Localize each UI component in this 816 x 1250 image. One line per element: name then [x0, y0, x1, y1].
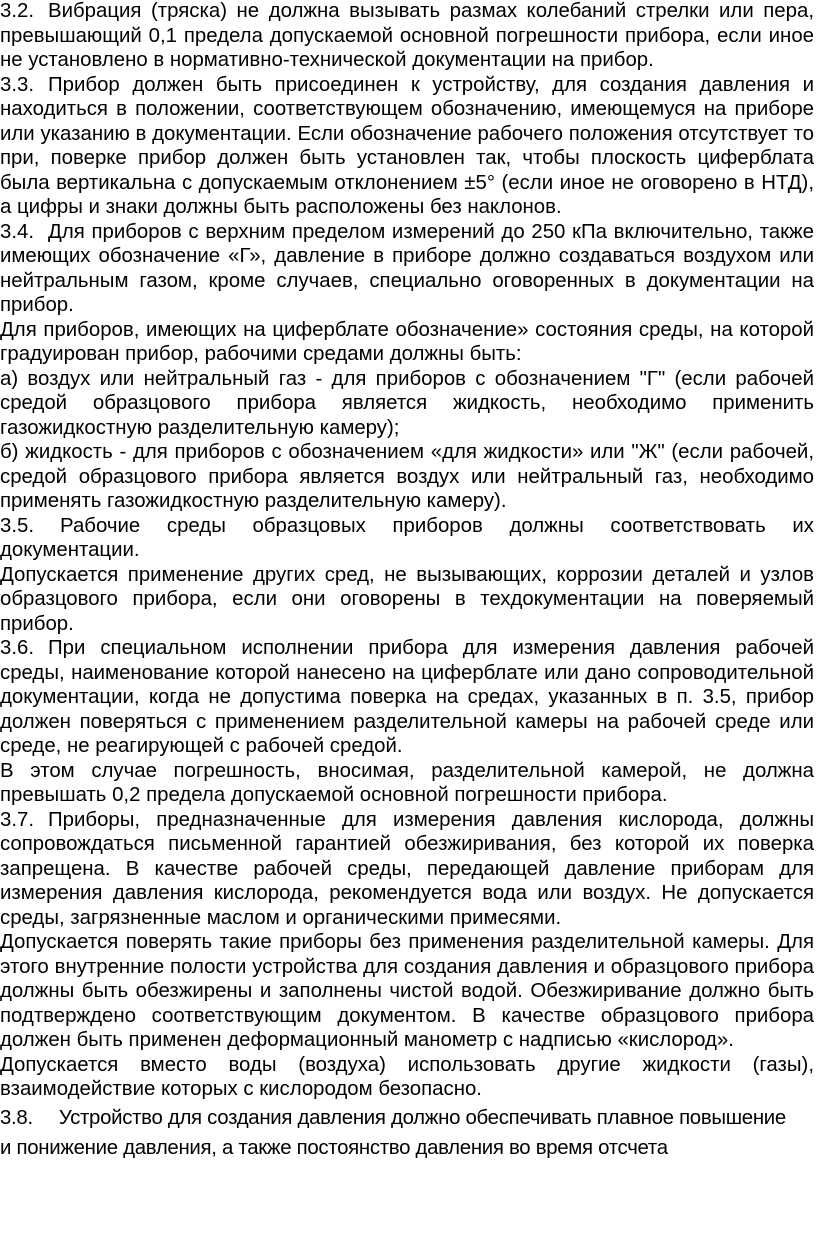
paragraph-text: Для приборов, имеющих на циферблате обозначение» состояния среды, на которой градуирован прибор, рабочими средами должны быть: — [0, 318, 814, 365]
clause-text: При специальном исполнении прибора для измерения давления рабочей среды, наименование которой нанесено на циферблате или дано сопроводительной документации, когда не допустима поверка на средах, указанных в п. 3.5, прибор должен поверяться с применением разделительной камеры на рабочей среде или среде, не реагирующей с рабочей средой. — [0, 637, 814, 757]
clause-number: 3.6. — [0, 637, 35, 659]
clause-number: 3.4. — [0, 220, 35, 243]
list-item-b — [0, 440, 814, 514]
clause-text: Прибор должен быть присоединен к устройству, для создания давления и находиться в положении, соответствующем обозначению, имеющемуся на приборе или указанию в документации. Если обозначение рабочего положения отсутствует то при, поверке прибор должен быть установлен так, чтобы плоскость циферблата была вертикальна с допускаемым отклонением ±5° (если иное не оговорено в НТД), а цифры и знаки должны быть расположены без наклонов. — [0, 73, 814, 218]
paragraph-text: В этом случае погрешность, вносимая, разделительной камерой, не должна превышать 0,2 предела допускаемой основной погрешности прибора. — [0, 759, 814, 806]
paragraph-3-4 — [0, 220, 814, 318]
clause-text: Устройство для создания давления должно обеспечивать плавное повышение — [58, 1106, 786, 1129]
paragraph-text: Допускается поверять такие приборы без применения разделительной камеры. Для этого внутренние полости устройства для создания давления и образцового прибора должны быть обезжирены и заполнены чистой водой. Обезжиривание должно быть подтверждено соответствующим документом. В качестве образцового прибора должен быть применен деформационный манометр с надписью «кислород». — [0, 931, 814, 1051]
paragraph-3-6 — [0, 636, 814, 759]
paragraph-text: и понижение давления, а также постоянство давления во время отсчета — [0, 1136, 668, 1159]
paragraph-3-5 — [0, 514, 814, 563]
clause-text: Вибрация (тряска) не должна вызывать размах колебаний стрелки или пера, превышающий 0,1 предела допускаемой основной погрешности прибора, если иное не установлено в нормативно-технической документации на прибор. — [0, 0, 814, 71]
paragraph-text: Допускается вместо воды (воздуха) использовать другие жидкости (газы), взаимодействие которых с кислородом безопасно. — [0, 1053, 814, 1100]
paragraph-other-media — [0, 563, 814, 637]
paragraph-media-intro — [0, 318, 814, 367]
clause-number: 3.7. — [0, 808, 35, 831]
paragraph-oxygen-verification — [0, 930, 814, 1053]
clause-number: 3.8. — [0, 1106, 33, 1129]
paragraph-continuation — [0, 1133, 814, 1163]
clause-number: 3.2. — [0, 0, 35, 22]
list-item-text: а) воздух или нейтральный газ - для приборов с обозначением "Г" (если рабочей средой образцового прибора является жидкость, необходимо применить газожидкостную разделительную камеру); — [0, 367, 814, 439]
paragraph-3-2 — [0, 0, 814, 73]
clause-number: 3.3. — [0, 73, 35, 96]
list-item-a — [0, 367, 814, 441]
paragraph-text: Допускается применение других сред, не вызывающих, коррозии деталей и узлов образцового прибора, если они оговорены в техдокументации на поверяемый прибор. — [0, 563, 814, 635]
paragraph-other-liquids — [0, 1053, 814, 1102]
clause-number: 3.5. — [0, 514, 35, 537]
clause-text: Для приборов с верхним пределом измерений до 250 кПа включительно, также имеющих обозначение «Г», давление в приборе должно создаваться воздухом или нейтральным газом, кроме случаев, специально оговоренных в документации на прибор. — [0, 220, 814, 316]
paragraph-3-7 — [0, 808, 814, 931]
clause-text: Рабочие среды образцовых приборов должны соответствовать их документации. — [0, 514, 814, 561]
clause-text: Приборы, предназначенные для измерения давления кислорода, должны сопровождаться письменной гарантией обезжиривания, без которой их поверка запрещена. В качестве рабочей среды, передающей давление приборам для измерения давления кислорода, рекомендуется вода или воздух. Не допускается среды, загрязненные маслом и органическими примесями. — [0, 808, 814, 929]
list-item-text: б) жидкость - для приборов с обозначением «для жидкости» или "Ж" (если рабочей, средой образцового прибора является воздух или нейтральный газ, необходимо применять газожидкостную разделительную камеру). — [0, 441, 814, 512]
paragraph-3-3 — [0, 73, 814, 220]
paragraph-error-note — [0, 759, 814, 808]
paragraph-3-8 — [0, 1103, 814, 1133]
